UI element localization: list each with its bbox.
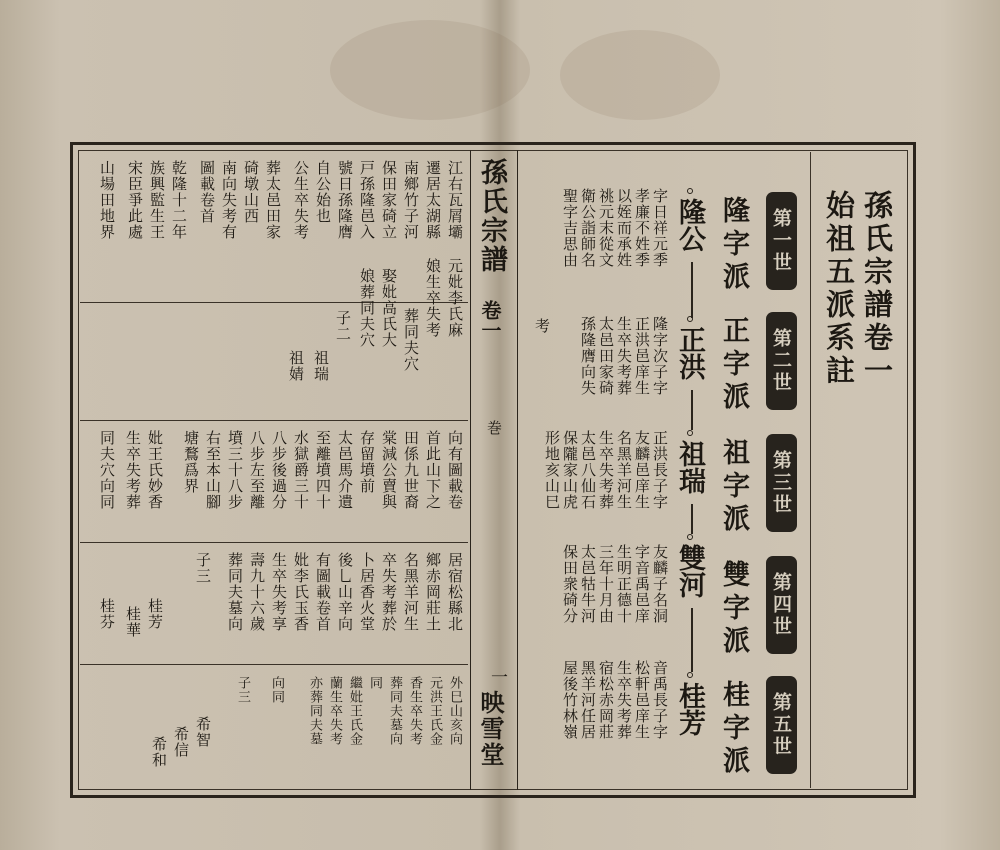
note-line: 葬同夫穴 bbox=[402, 308, 420, 372]
note-line: 生卒失考葬 bbox=[615, 316, 633, 396]
note-line: 至離墳四十 bbox=[314, 430, 332, 510]
note-line: 音禹長子字 bbox=[651, 660, 669, 740]
note-line: 字日祥元季 bbox=[651, 188, 669, 268]
lineage-connector bbox=[691, 262, 693, 318]
note-line: 生明正德十 bbox=[615, 544, 633, 624]
note-line: 公生卒失考 bbox=[292, 160, 310, 240]
note-line: 元洪王氏金 bbox=[427, 676, 442, 746]
note-line: 孫隆膺向失 bbox=[579, 316, 597, 396]
note-line: 娘葬同夫穴 bbox=[358, 268, 376, 348]
person-name-5: 桂芳 bbox=[674, 682, 705, 736]
note-line: 元妣李氏麻 bbox=[446, 258, 464, 338]
note-line: 祖瑞 bbox=[312, 350, 330, 382]
note-line: 宋臣爭此處 bbox=[126, 160, 144, 240]
note-line: 乾隆十二年 bbox=[170, 160, 188, 240]
note-line: 太邑八仙石 bbox=[579, 430, 597, 510]
note-line: 卒失考葬於 bbox=[380, 552, 398, 632]
note-line: 山場田地界 bbox=[98, 160, 116, 240]
row-divider bbox=[80, 302, 468, 303]
row-divider bbox=[80, 542, 468, 543]
note-line: 生卒失考葬 bbox=[124, 430, 142, 510]
note-line: 子二 bbox=[334, 310, 352, 342]
note-line: 生卒失考享 bbox=[270, 552, 288, 632]
note-line: 棠減公賣與 bbox=[380, 430, 398, 510]
branch-label-5: 桂字派 bbox=[718, 680, 749, 779]
generation-badge-5: 第五世 bbox=[766, 676, 797, 774]
lineage-node-dot bbox=[687, 316, 693, 322]
note-line: 有圖載卷首 bbox=[314, 552, 332, 632]
person-name-1: 隆公 bbox=[674, 198, 705, 252]
note-line: 後乚山辛向 bbox=[336, 552, 354, 632]
note-line: 圖載卷首 bbox=[198, 160, 216, 224]
note-line: 保隴家山虎 bbox=[561, 430, 579, 510]
note-line: 妣王氏妙香 bbox=[146, 430, 164, 510]
lineage-node-dot bbox=[687, 672, 693, 678]
note-line: 蘭生卒失考 bbox=[327, 676, 342, 746]
note-line: 形地亥山巳 bbox=[543, 430, 561, 510]
note-line: 娘生卒失考 bbox=[424, 258, 442, 338]
spine-page-number: 一 bbox=[487, 668, 507, 685]
note-line: 生卒失考葬 bbox=[615, 660, 633, 740]
note-line: 宿松赤岡莊 bbox=[597, 660, 615, 740]
note-line: 繼妣王氏金 bbox=[347, 676, 362, 746]
row-divider bbox=[80, 664, 468, 665]
note-line: 衛公詣師名 bbox=[579, 188, 597, 268]
note-line: 保田衆碕分 bbox=[561, 544, 579, 624]
row-divider bbox=[80, 420, 468, 421]
note-line: 同夫穴向同 bbox=[98, 430, 116, 510]
generation-badge-3: 第三世 bbox=[766, 434, 797, 532]
branch-label-4: 雙字派 bbox=[718, 560, 749, 659]
note-line: 壽九十六歲 bbox=[248, 552, 266, 632]
note-line: 族興監生王 bbox=[148, 160, 166, 240]
note-line: 太邑田家碕 bbox=[597, 316, 615, 396]
note-line: 江右瓦屑壩 bbox=[446, 160, 464, 240]
descendant-name: 桂華 bbox=[124, 606, 142, 638]
page-title: 孫氏宗譜卷一 bbox=[860, 190, 894, 388]
note-line: 碕墩山西 bbox=[242, 160, 260, 224]
note-line: 隆字次子字 bbox=[651, 316, 669, 396]
spine-volume-label: 卷一 bbox=[478, 300, 502, 340]
generation-badge-4: 第四世 bbox=[766, 556, 797, 654]
lineage-node-dot bbox=[687, 430, 693, 436]
note-line: 聖字吉思由 bbox=[561, 188, 579, 268]
person-name-3: 祖瑞 bbox=[674, 440, 705, 494]
descendant-name: 希信 bbox=[172, 726, 190, 758]
note-line: 祧元末從文 bbox=[597, 188, 615, 268]
note-line: 水獄爵三十 bbox=[292, 430, 310, 510]
note-line: 向有圖載卷 bbox=[446, 430, 464, 510]
person-name-2: 正洪 bbox=[674, 326, 705, 380]
note-line: 孝廉不姓季 bbox=[633, 188, 651, 268]
note-line: 葬同夫墓向 bbox=[226, 552, 244, 632]
note-line: 同 bbox=[367, 676, 382, 690]
lineage-connector bbox=[691, 390, 693, 430]
spine-hall-name: 映雪堂 bbox=[476, 690, 505, 768]
note-line: 生卒失考葬 bbox=[597, 430, 615, 510]
paper-stain bbox=[330, 20, 530, 120]
note-line: 葬太邑田家 bbox=[264, 160, 282, 240]
note-line: 以姪而承姓 bbox=[615, 188, 633, 268]
descendant-name: 希智 bbox=[194, 716, 212, 748]
note-line: 存留墳前 bbox=[358, 430, 376, 494]
note-line: 子三 bbox=[194, 552, 212, 584]
note-line: 屋後竹林嶺 bbox=[561, 660, 579, 740]
note-line: 太邑馬介遺 bbox=[336, 430, 354, 510]
note-line: 名黑羊河生 bbox=[615, 430, 633, 510]
note-line: 卜居香火堂 bbox=[358, 552, 376, 632]
person-name-4: 雙河 bbox=[674, 544, 705, 598]
paper-stain bbox=[560, 30, 720, 120]
note-line: 號日孫隆膺 bbox=[336, 160, 354, 240]
note-line: 居宿松縣北 bbox=[446, 552, 464, 632]
note-line: 向同 bbox=[269, 676, 284, 704]
note-line: 自公始也 bbox=[314, 160, 332, 224]
note-line: 友麟子名洞 bbox=[651, 544, 669, 624]
note-line: 娶妣高氏大 bbox=[380, 268, 398, 348]
note-line: 正洪邑庠生 bbox=[633, 316, 651, 396]
branch-label-1: 隆字派 bbox=[718, 196, 749, 295]
descendant-name: 桂芳 bbox=[146, 598, 164, 630]
page-subtitle: 始祖五派系註 bbox=[822, 190, 856, 388]
descendant-name: 希和 bbox=[150, 736, 168, 768]
note-line: 子三 bbox=[235, 676, 250, 704]
note-line: 塘鶩爲界 bbox=[182, 430, 200, 494]
note-line: 保田家碕立 bbox=[380, 160, 398, 240]
note-line: 八步後過分 bbox=[270, 430, 288, 510]
generation-badge-1: 第一世 bbox=[766, 192, 797, 290]
note-line: 松軒邑庠生 bbox=[633, 660, 651, 740]
note-line: 田係九世裔 bbox=[402, 430, 420, 510]
note-line: 鄉赤岡莊土 bbox=[424, 552, 442, 632]
note-line: 葬同夫墓向 bbox=[387, 676, 402, 746]
note-line: 正洪長子字 bbox=[651, 430, 669, 510]
note-line: 外巳山亥向 bbox=[447, 676, 462, 746]
note-line: 香生卒失考 bbox=[407, 676, 422, 746]
descendant-name: 桂芬 bbox=[98, 598, 116, 630]
branch-label-3: 祖字派 bbox=[718, 438, 749, 537]
generation-badge-2: 第二世 bbox=[766, 312, 797, 410]
note-line: 妣李氏玉香 bbox=[292, 552, 310, 632]
note-line: 三年十月由 bbox=[597, 544, 615, 624]
branch-label-2: 正字派 bbox=[718, 316, 749, 415]
note-line: 黑羊河任居 bbox=[579, 660, 597, 740]
note-line: 南向失考有 bbox=[220, 160, 238, 240]
note-line: 名黑羊河生 bbox=[402, 552, 420, 632]
note-line: 首此山下之 bbox=[424, 430, 442, 510]
note-line: 太邑牯牛河 bbox=[579, 544, 597, 624]
note-line: 八步左至離 bbox=[248, 430, 266, 510]
lineage-connector bbox=[691, 504, 693, 534]
note-line: 字音禹邑庠 bbox=[633, 544, 651, 624]
lineage-node-dot bbox=[687, 188, 693, 194]
spine-volume-marker: 巻 bbox=[485, 420, 503, 435]
lineage-node-dot bbox=[687, 534, 693, 540]
right-title-divider bbox=[810, 152, 811, 788]
note-line: 亦葬同夫墓 bbox=[307, 676, 322, 746]
note-line: 考 bbox=[533, 318, 551, 334]
spine-title: 孫氏宗譜 bbox=[476, 158, 507, 274]
note-line: 遷居太湖縣 bbox=[424, 160, 442, 240]
note-line: 右至本山腳 bbox=[204, 430, 222, 510]
lineage-connector bbox=[691, 608, 693, 672]
note-line: 墳三十八步 bbox=[226, 430, 244, 510]
note-line: 友麟邑庠生 bbox=[633, 430, 651, 510]
note-line: 戸孫隆邑入 bbox=[358, 160, 376, 240]
note-line: 祖婧 bbox=[287, 350, 305, 382]
note-line: 南鄉竹子河 bbox=[402, 160, 420, 240]
